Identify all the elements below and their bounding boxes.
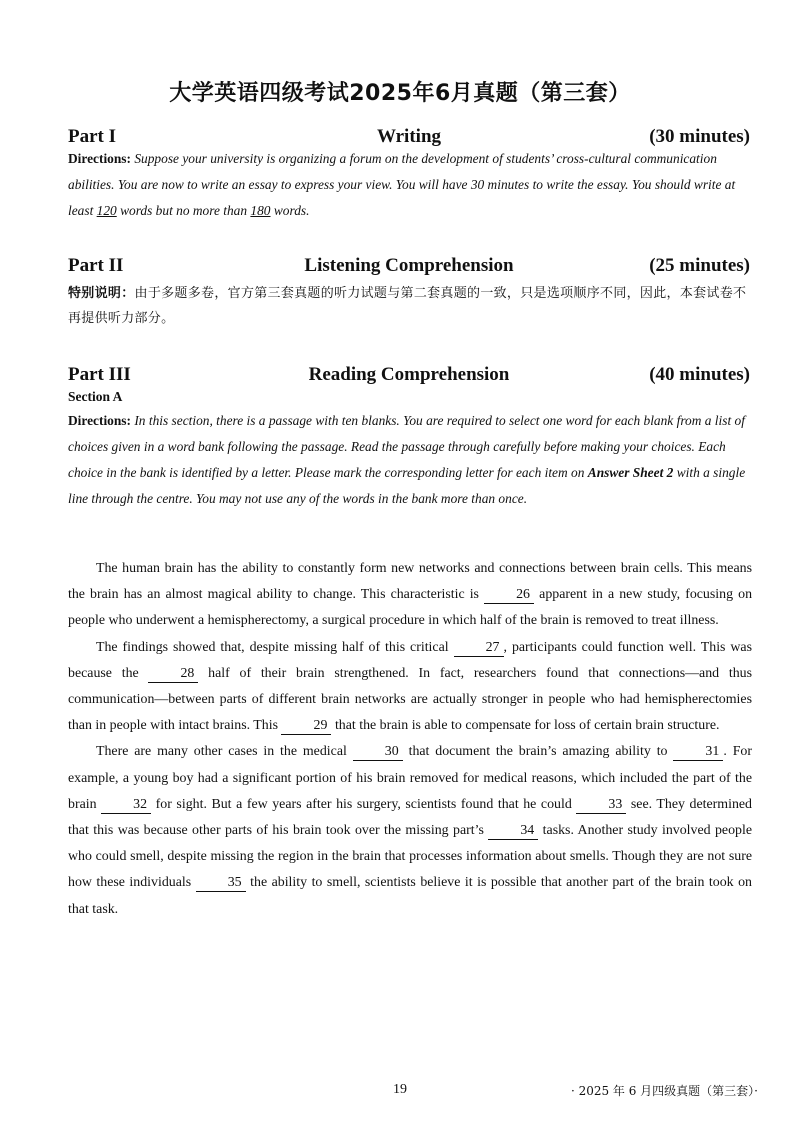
passage-text: the ability to smell, scientists believe it is possible that another part of the brain took on that task. — [68, 875, 752, 917]
page-number: 19 — [393, 1082, 407, 1097]
passage-text: see. They determined that this was because other parts of his brain took over the missing part’s — [68, 796, 753, 839]
part2-time: (25 minutes) — [649, 255, 750, 276]
part1-directions — [68, 146, 752, 224]
passage-text: There are many other cases in the medical — [96, 744, 353, 760]
part1-label: Part I — [68, 126, 117, 147]
passage-text: that the brain is able to compensate for loss of certain brain structure. — [331, 718, 720, 734]
part1-name: Writing — [376, 126, 442, 147]
passage-text: The findings showed that, despite missing half of this critical — [96, 639, 454, 655]
part2-name: Listening Comprehension — [304, 255, 514, 276]
part1-min-words: 120 — [96, 203, 117, 218]
blank-33: 33 — [576, 797, 626, 814]
passage-text: half of their brain strengthened. In fact, researchers found that connections—and thus communication—between parts of different brain networks are actually stronger in people who had hemispherectomies than in people with intact brains. This — [68, 665, 752, 734]
part3-header — [68, 364, 750, 390]
exam-title: 大学英语四级考试2025年6月真题（第三套） — [169, 81, 631, 106]
blank-34: 34 — [488, 823, 538, 840]
part2-note-text: 由于多题多卷，官方第三套真题的听力试题与第二套真题的一致，只是选项顺序不同，因此，本套试卷不再提供听力部分。 — [68, 286, 747, 326]
part1-max-words: 180 — [250, 203, 271, 218]
part2-note-label: 特别说明： — [68, 286, 135, 301]
part3-label: Part III — [68, 364, 131, 385]
passage-paragraph-2 — [68, 635, 752, 740]
blank-28: 28 — [148, 666, 198, 683]
part3-name: Reading Comprehension — [308, 364, 510, 385]
passage-paragraph-1 — [68, 556, 752, 635]
passage-text: tasks. Another study involved people who could smell, despite missing the region in the brain that processes information about smells. Though they are not sure how these individuals — [68, 823, 752, 891]
passage-text: apparent in a new study, focusing on people who underwent a hemispherectomy, a surgical procedure in which half of the brain is removed to treat illness. — [68, 587, 753, 629]
part1-directions-text-a: Suppose your university is organizing a forum on the development of students’ cross-cultural communication abilities. You are now to write an essay to express your view. You will have 30 minutes to write the essay. You should write at least — [68, 151, 736, 218]
part2-label: Part II — [68, 255, 124, 276]
part1-time: (30 minutes) — [649, 126, 750, 147]
blank-31: 31 — [673, 744, 723, 761]
section-a-heading: Section A — [68, 389, 123, 404]
blank-30: 30 — [353, 744, 403, 761]
passage-text: . For example, a young boy had a significant portion of his brain removed for medical reasons, which included the part of the brain — [68, 744, 753, 812]
part3-directions-text-b: with a single line through the centre. You may not use any of the words in the bank more than once. — [68, 465, 746, 506]
part2-note — [68, 281, 752, 331]
blank-35: 35 — [196, 875, 246, 892]
part3-directions — [68, 408, 752, 512]
passage-text: that document the brain’s amazing ability to — [402, 744, 674, 760]
reading-passage — [68, 556, 752, 923]
passage-paragraph-3 — [68, 739, 752, 922]
passage-text: , participants could function well. This was because the — [68, 639, 752, 681]
blank-27: 27 — [454, 640, 504, 657]
part1-directions-text-c: words. — [270, 203, 310, 218]
part3-directions-label: Directions: — [68, 413, 131, 428]
part3-time: (40 minutes) — [649, 364, 750, 385]
blank-26: 26 — [484, 587, 534, 604]
passage-text: for sight. But a few years after his surgery, scientists found that he could — [151, 796, 577, 812]
part1-directions-text-b: words but no more than — [116, 203, 251, 218]
answer-sheet-label: Answer Sheet 2 — [587, 465, 674, 480]
blank-29: 29 — [281, 718, 331, 735]
running-title: · 2025 年 6 月四级真题（第三套）· — [570, 1084, 758, 1098]
part2-header — [68, 255, 750, 281]
part3-directions-text-a: In this section, there is a passage with ten blanks. You are required to select one word for each blank from a list of choices given in a word bank following the passage. Read the passage through carefully before making your choices. Each choice in the bank is identified by a letter. Please mark the corresponding letter for each item on — [68, 413, 745, 480]
part1-directions-label: Directions: — [68, 151, 131, 166]
blank-32: 32 — [101, 797, 151, 814]
passage-text: The human brain has the ability to constantly form new networks and connections between brain cells. This means the brain has an almost magical ability to change. This characteristic is — [68, 561, 752, 603]
